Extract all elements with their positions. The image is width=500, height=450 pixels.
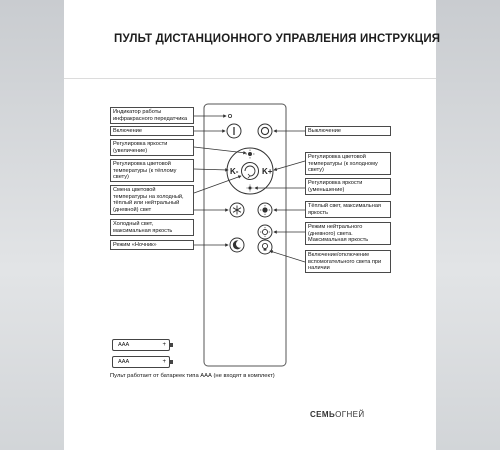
power-off-button: [258, 124, 272, 138]
brand-logo: [310, 410, 365, 419]
night-mode-button: [230, 238, 244, 252]
label-power-on: Включение: [110, 126, 194, 136]
k-plus-label: K+: [262, 167, 273, 176]
cold-max-button: [230, 203, 244, 217]
battery-2-cap: [170, 360, 173, 364]
label-brightness-down: Регулировка яркости (уменьшение): [305, 178, 391, 195]
power-on-button: [227, 124, 241, 138]
battery-2-type: AAA: [118, 359, 130, 365]
battery-1-cap: [170, 343, 173, 347]
label-aux-light: Включение/отключение вспомогательного света при наличии: [305, 250, 391, 273]
battery-2: [112, 356, 170, 368]
warm-max-button: [258, 203, 272, 217]
battery-1: [112, 339, 170, 351]
brand-light: ОГНЕЙ: [335, 410, 365, 419]
battery-1-type: AAA: [118, 342, 130, 348]
label-neutral-max: Режим нейтрального (дневного) света. Максимальная яркость: [305, 222, 391, 245]
remote-body: [204, 104, 286, 366]
label-color-temp-warm: Регулировка цветовой температуры (к тёплому свету): [110, 159, 194, 182]
battery-1-plus: +: [162, 342, 166, 348]
label-color-temp-cold: Регулировка цветовой температуры (к холодному свету): [305, 152, 391, 175]
brand-bold: СЕМЬ: [310, 410, 336, 419]
label-night-mode: Режим «Ночник»: [110, 240, 194, 250]
color-change-center-button: [242, 163, 259, 180]
neutral-max-button: [258, 225, 272, 239]
battery-2-plus: +: [162, 359, 166, 365]
label-ir-indicator: Индикатор работы инфракрасного передатчика: [110, 107, 194, 124]
label-color-change: Смена цветовой температуры на холодный, тёплый или нейтральный (дневной) свет: [110, 185, 194, 215]
page-title: ПУЛЬТ ДИСТАНЦИОННОГО УПРАВЛЕНИЯ ИНСТРУКЦИЯ: [114, 33, 441, 45]
label-power-off: Выключение: [305, 126, 391, 136]
label-warm-max: Тёплый свет, максимальная яркость: [305, 201, 391, 218]
aux-light-button: [258, 240, 272, 254]
label-brightness-up: Регулировка яркости (увеличение): [110, 139, 194, 156]
k-minus-label: K-: [230, 167, 239, 176]
label-cold-max: Холодный свет, максимальная яркость: [110, 219, 194, 236]
battery-note: Пульт работает от батареек типа ААА (не входят в комплект): [110, 373, 275, 379]
